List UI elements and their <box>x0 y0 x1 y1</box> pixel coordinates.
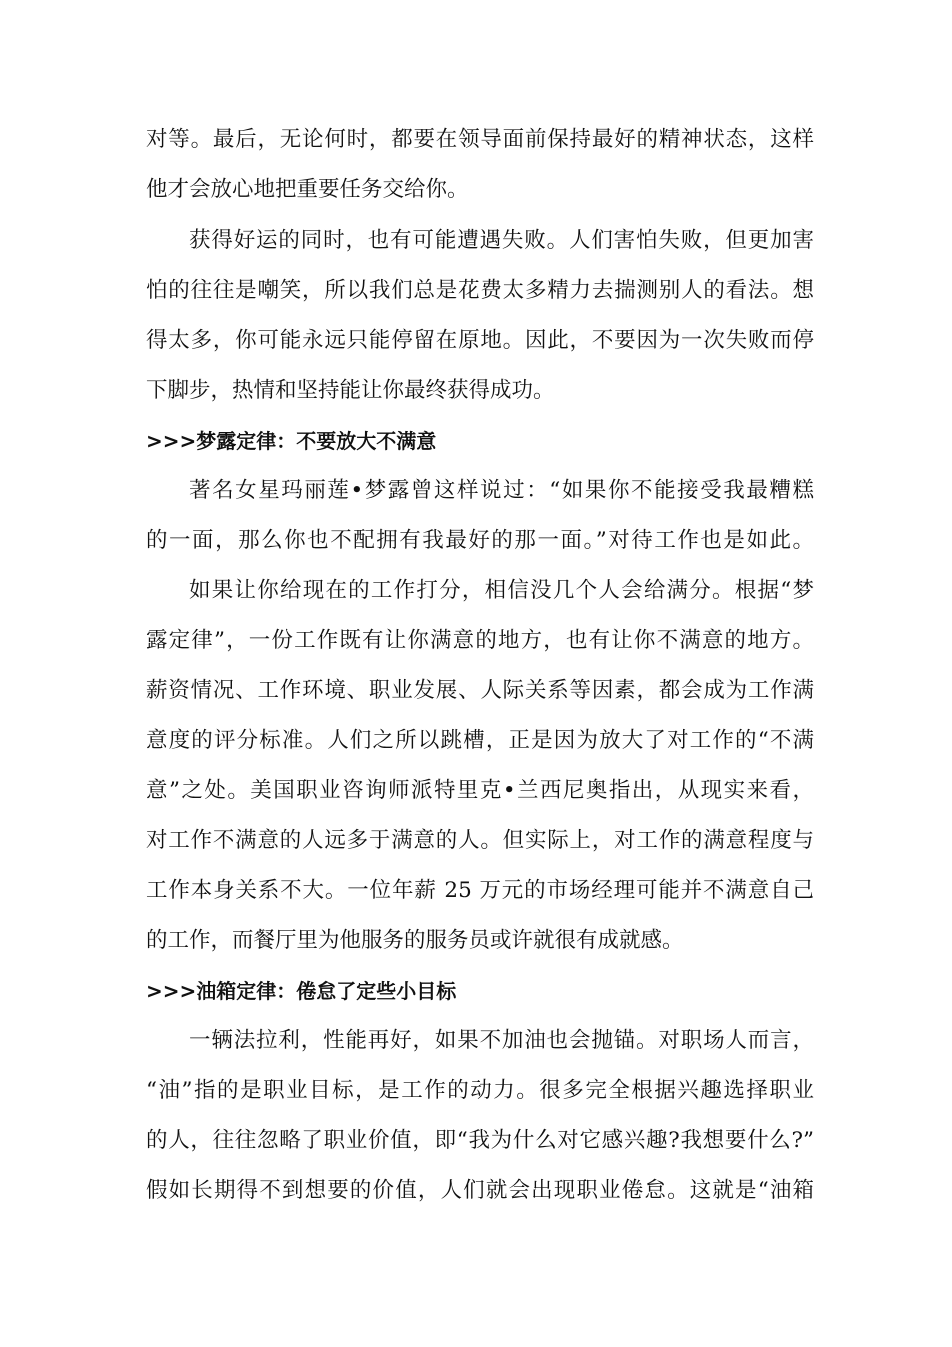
body-text-line: 著名女星玛丽莲•梦露曾这样说过：“如果你不能接受我最糟糕 <box>189 478 814 503</box>
section-heading: >>>梦露定律：不要放大不满意 <box>146 429 437 453</box>
body-text-line: 获得好运的同时，也有可能遭遇失败。人们害怕失败，但更加害 <box>189 228 814 253</box>
body-text-line: 一辆法拉利，性能再好，如果不加油也会抛锚。对职场人而言， <box>189 1028 814 1053</box>
body-text-line: 如果让你给现在的工作打分，相信没几个人会给满分。根据“梦 <box>189 578 814 603</box>
body-text-line: 怕的往往是嘲笑，所以我们总是花费太多精力去揣测别人的看法。想 <box>146 278 814 303</box>
body-text-line: “油”指的是职业目标，是工作的动力。很多完全根据兴趣选择职业 <box>146 1078 814 1103</box>
body-text-line: 意”之处。美国职业咨询师派特里克•兰西尼奥指出，从现实来看， <box>146 778 814 803</box>
body-text-line: 的一面，那么你也不配拥有我最好的那一面。”对待工作也是如此。 <box>146 528 814 553</box>
body-text-line: 露定律”，一份工作既有让你满意的地方，也有让你不满意的地方。 <box>146 628 814 653</box>
body-text-line: 得太多，你可能永远只能停留在原地。因此，不要因为一次失败而停 <box>146 328 814 353</box>
body-text-line: 工作本身关系不大。一位年薪 25 万元的市场经理可能并不满意自己 <box>146 878 814 903</box>
body-text-line: 下脚步，热情和坚持能让你最终获得成功。 <box>146 378 555 403</box>
body-text-line: 的人，往往忽略了职业价值，即“我为什么对它感兴趣?我想要什么?” <box>146 1128 814 1153</box>
body-text-line: 的工作，而餐厅里为他服务的服务员或许就很有成就感。 <box>146 928 684 953</box>
body-text-line: 意度的评分标准。人们之所以跳槽，正是因为放大了对工作的“不满 <box>146 728 814 753</box>
body-text-line: 他才会放心地把重要任务交给你。 <box>146 177 469 202</box>
body-text-line: 对工作不满意的人远多于满意的人。但实际上，对工作的满意程度与 <box>146 828 814 853</box>
section-heading: >>>油箱定律：倦怠了定些小目标 <box>146 979 457 1003</box>
body-text-line: 假如长期得不到想要的价值，人们就会出现职业倦怠。这就是“油箱 <box>146 1178 814 1203</box>
body-text-line: 薪资情况、工作环境、职业发展、人际关系等因素，都会成为工作满 <box>146 678 814 703</box>
body-text-line: 对等。最后，无论何时，都要在领导面前保持最好的精神状态，这样 <box>146 127 814 152</box>
